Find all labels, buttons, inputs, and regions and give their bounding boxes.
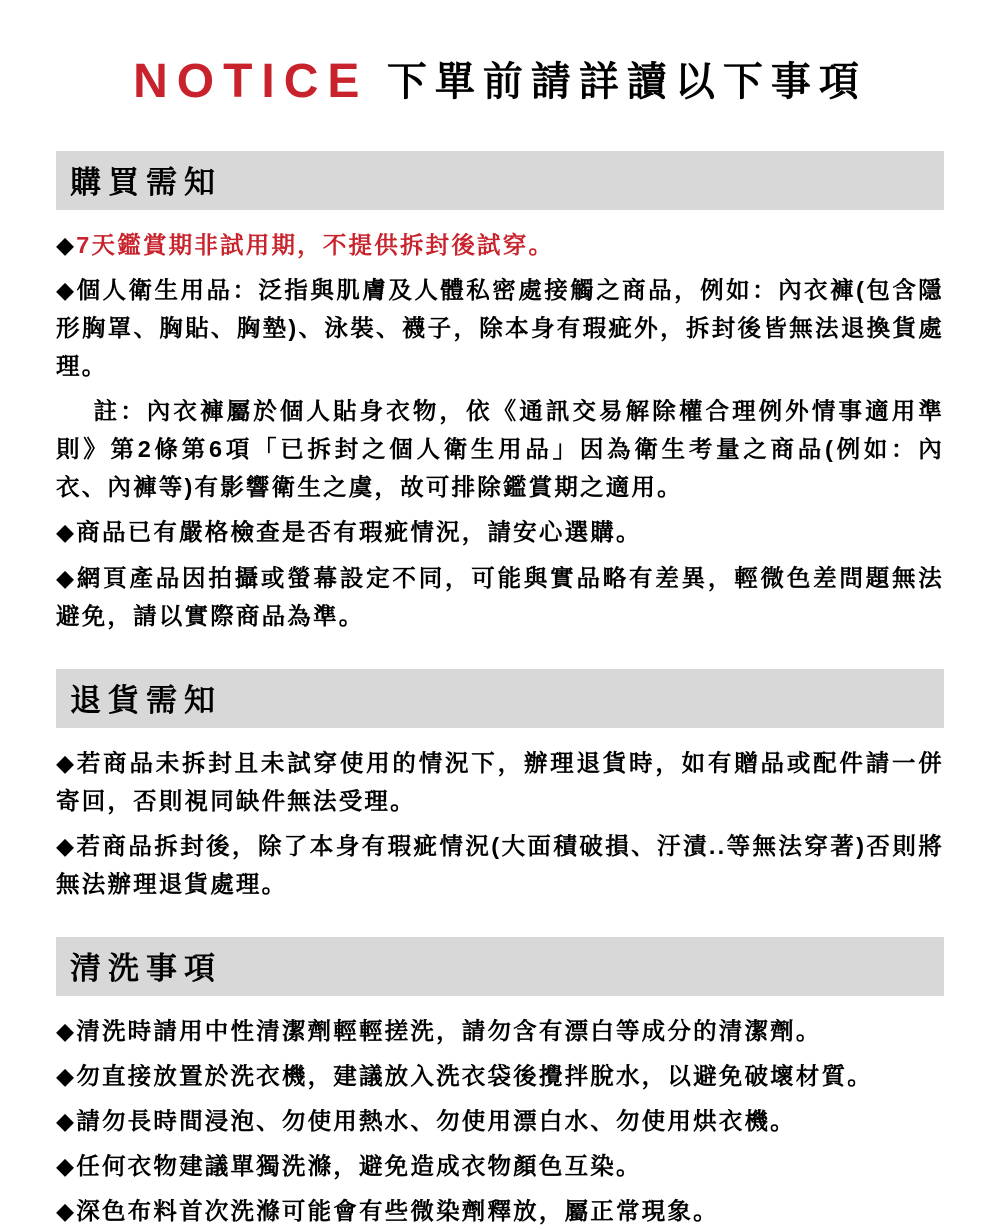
- diamond-bullet-icon: ◆: [56, 832, 77, 859]
- section-heading-purchase: [56, 151, 944, 210]
- list-item: [56, 1102, 944, 1140]
- list-item: [56, 827, 944, 903]
- item-text: 勿直接放置於洗衣機，建議放入洗衣袋後攪拌脫水，以避免破壞材質。: [76, 1062, 873, 1089]
- diamond-bullet-icon: ◆: [56, 749, 77, 776]
- section-heading-washing: [56, 937, 944, 996]
- list-item: [56, 1147, 944, 1185]
- item-text: 請勿長時間浸泡、勿使用熱水、勿使用漂白水、勿使用烘衣機。: [76, 1108, 796, 1134]
- item-text: 清洗時請用中性清潔劑輕輕搓洗，請勿含有漂白等成分的清潔劑。: [76, 1017, 822, 1044]
- list-item: [56, 226, 944, 264]
- item-text: 若商品拆封後，除了本身有瑕疵情況(大面積破損、汙漬..等無法穿著)否則將無法辦理退貨處理。: [56, 832, 944, 897]
- diamond-bullet-icon: ◆: [56, 1017, 77, 1044]
- list-item: [56, 1192, 944, 1230]
- section-purchase-notice: [56, 151, 944, 635]
- list-item: [56, 1012, 944, 1050]
- section-return-notice: [56, 669, 944, 903]
- diamond-bullet-icon: ◆: [56, 1108, 77, 1134]
- item-text: 個人衛生用品：泛指與肌膚及人體私密處接觸之商品，例如：內衣褲(包含隱形胸罩、胸貼、胸墊)、泳裝、襪子，除本身有瑕疵外，拆封後皆無法退換貨處理。: [56, 277, 944, 380]
- section-heading-text: 清洗事項: [70, 950, 222, 986]
- list-item: [56, 271, 944, 385]
- item-text: 網頁產品因拍攝或螢幕設定不同，可能與實品略有差異，輕微色差問題無法避免，請以實際商品為準。: [56, 564, 944, 629]
- page-title: [56, 50, 944, 109]
- item-text: 商品已有嚴格檢查是否有瑕疵情況，請安心選購。: [76, 519, 642, 546]
- section-heading-return: [56, 669, 944, 728]
- diamond-bullet-icon: ◆: [56, 1062, 77, 1089]
- item-text: 深色布料首次洗滌可能會有些微染劑釋放，屬正常現象。: [76, 1198, 719, 1225]
- section-washing-notice: [56, 937, 944, 1230]
- diamond-bullet-icon: ◆: [56, 1153, 77, 1180]
- section-heading-text: 購買需知: [70, 165, 222, 200]
- diamond-bullet-icon: ◆: [56, 1198, 77, 1225]
- item-text: 若商品未拆封且未試穿使用的情況下，辦理退貨時，如有贈品或配件請一併寄回，否則視同缺件無法受理。: [56, 749, 944, 814]
- diamond-bullet-icon: ◆: [56, 519, 77, 546]
- diamond-bullet-icon: ◆: [56, 232, 77, 258]
- list-item: [56, 744, 944, 820]
- notice-title-zh: 下單前請詳讀以下事項: [386, 60, 867, 104]
- item-text: 註：內衣褲屬於個人貼身衣物，依《通訊交易解除權合理例外情事適用準則》第2條第6項「已拆封之個人衛生用品」因為衛生考量之商品(例如：內衣、內褲等)有影響衛生之虞，故可排除鑑賞期之適用。: [56, 398, 944, 501]
- list-item: [56, 1057, 944, 1095]
- list-item-note: [56, 392, 944, 506]
- notice-title-en: NOTICE: [133, 55, 369, 108]
- item-text: 7天鑑賞期非試用期，不提供拆封後試穿。: [76, 232, 555, 258]
- list-item: [56, 513, 944, 551]
- diamond-bullet-icon: ◆: [56, 564, 77, 591]
- diamond-bullet-icon: ◆: [56, 277, 77, 304]
- list-item: [56, 559, 944, 635]
- item-text: 任何衣物建議單獨洗滌，避免造成衣物顏色互染。: [76, 1153, 642, 1180]
- section-heading-text: 退貨需知: [70, 682, 222, 718]
